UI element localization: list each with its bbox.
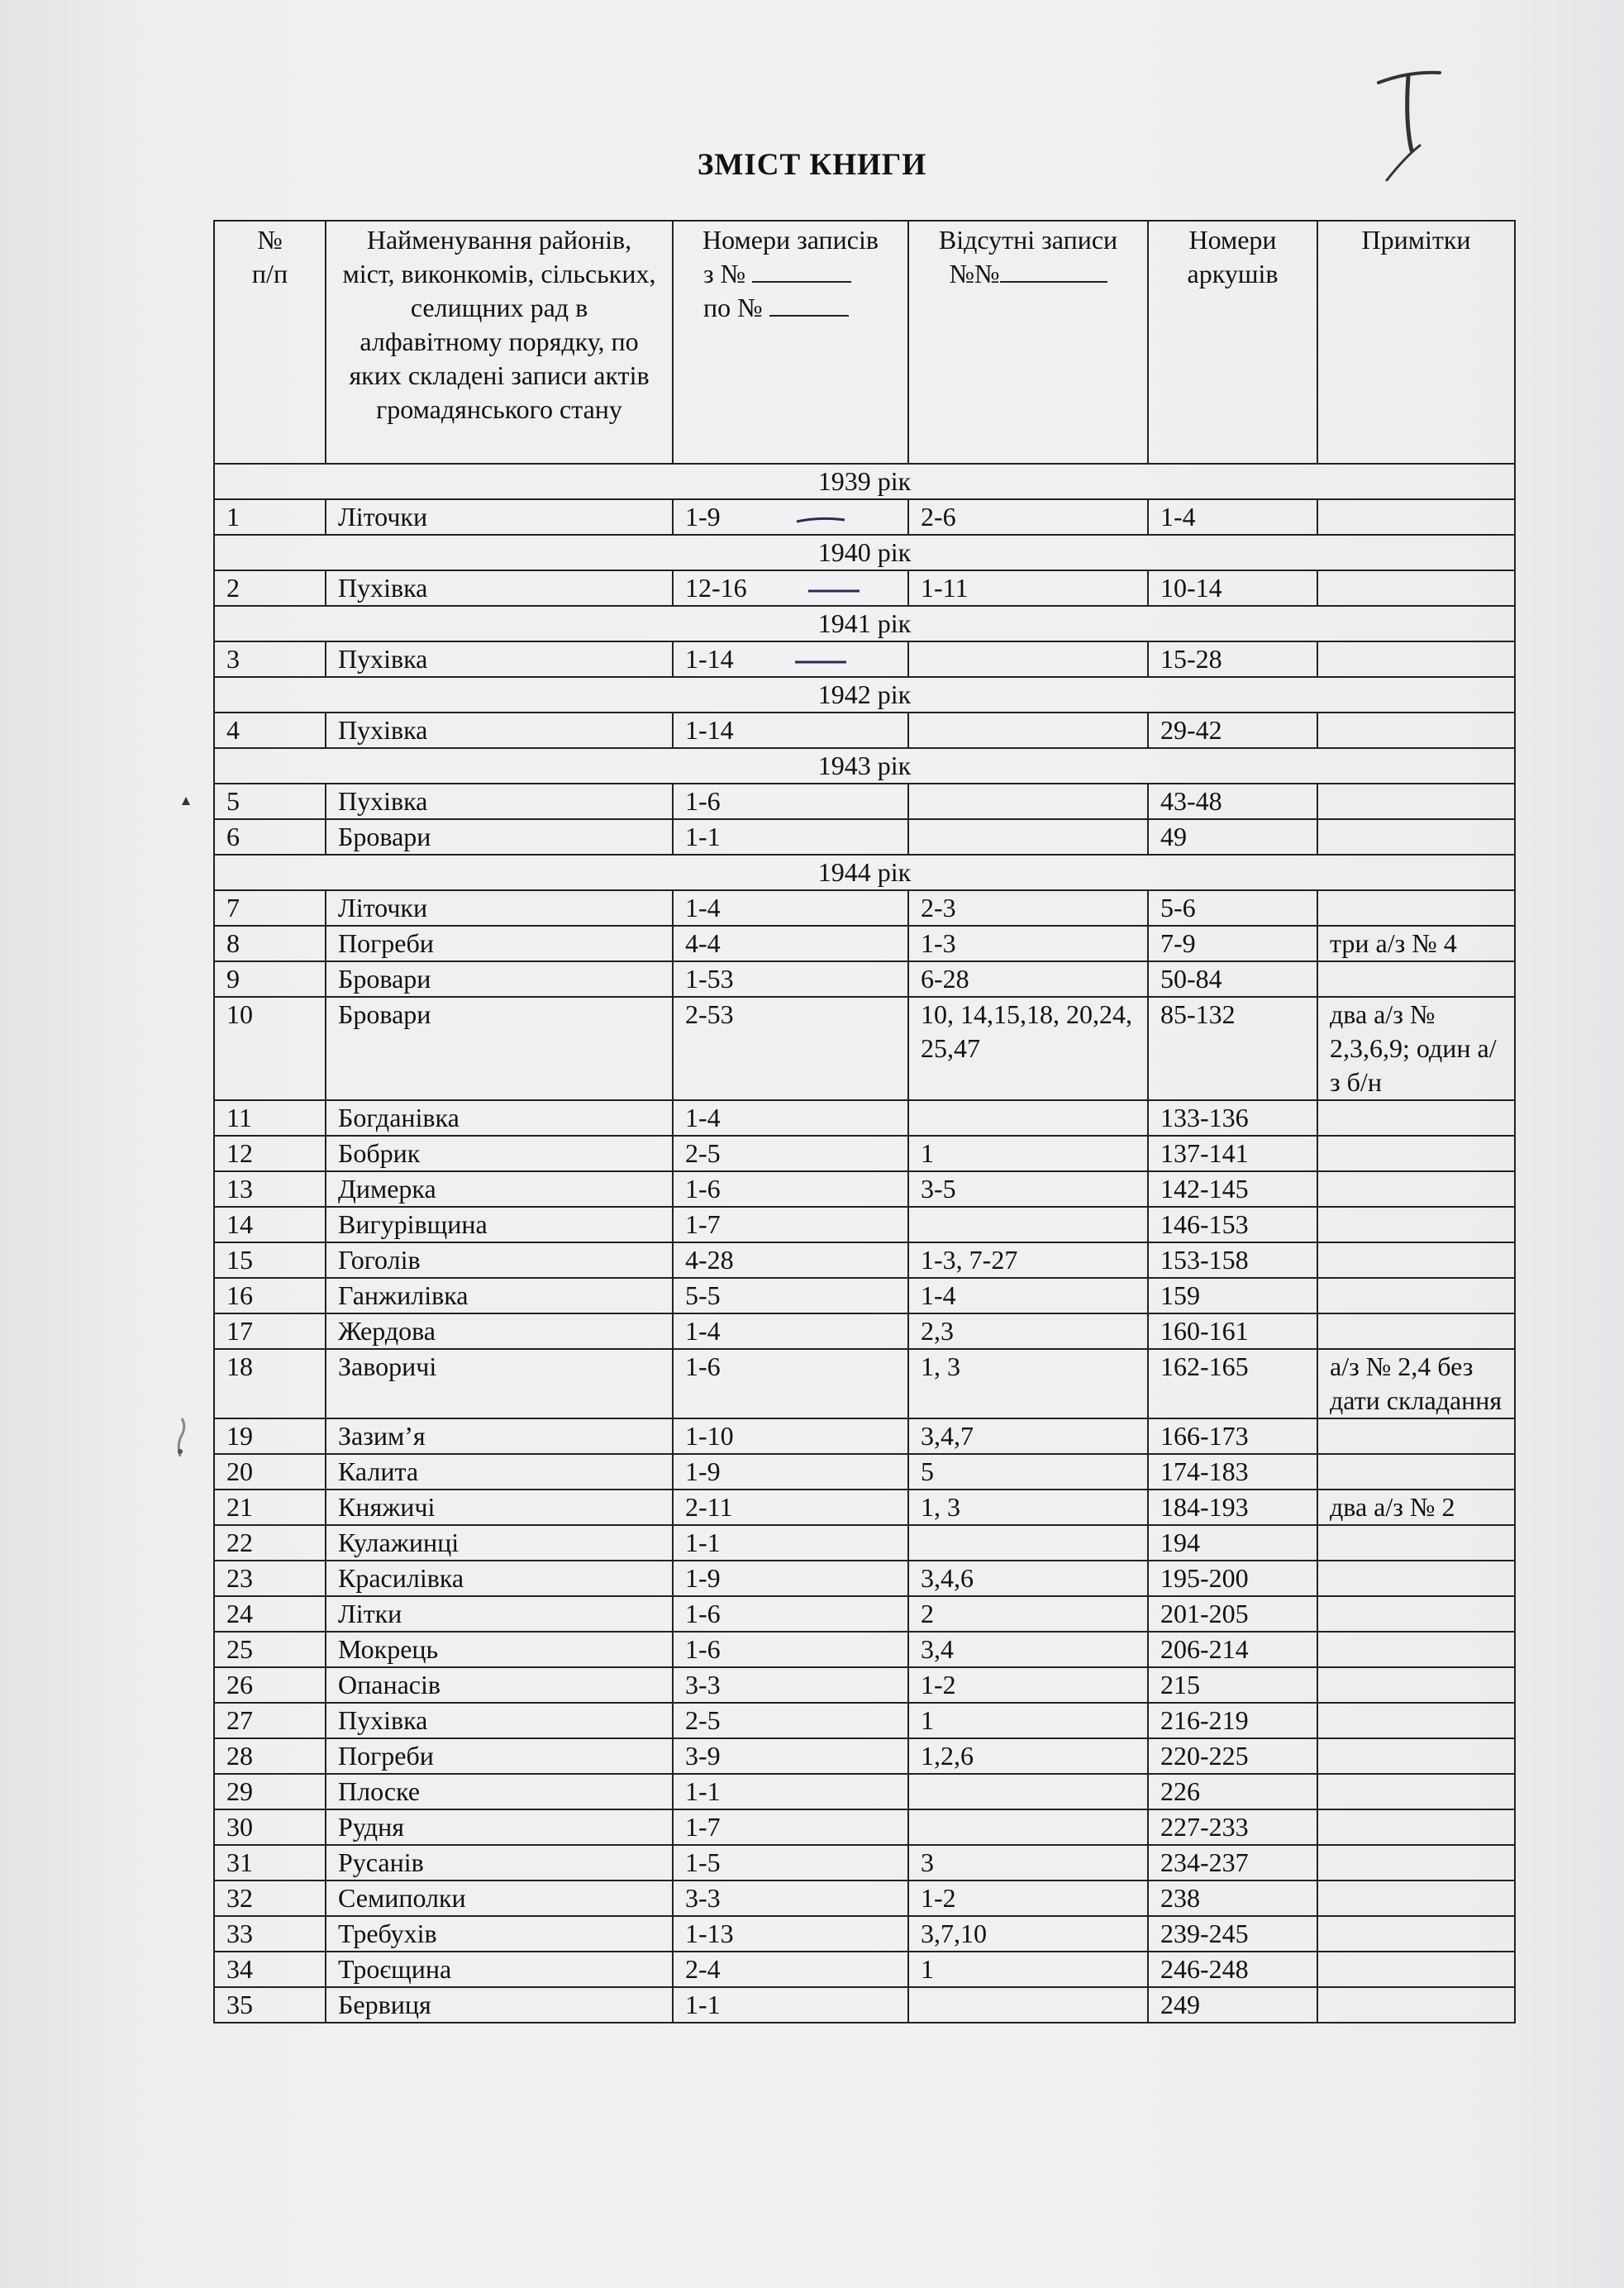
row-records: 12-16 xyxy=(673,570,908,606)
row-note xyxy=(1317,570,1515,606)
row-number: 18 xyxy=(214,1349,326,1418)
pen-stroke-mark xyxy=(795,516,853,524)
table-row xyxy=(214,1809,1515,1845)
row-sheets: 226 xyxy=(1148,1774,1317,1809)
row-sheets: 5-6 xyxy=(1148,890,1317,926)
table-row xyxy=(214,1490,1515,1525)
row-missing: 2-3 xyxy=(908,890,1148,926)
row-name: Літки xyxy=(326,1596,673,1632)
row-name: Княжичі xyxy=(326,1490,673,1525)
row-note xyxy=(1317,713,1515,748)
row-sheets: 215 xyxy=(1148,1667,1317,1703)
table-row xyxy=(214,1278,1515,1313)
row-note xyxy=(1317,1207,1515,1242)
row-name: Семиполки xyxy=(326,1880,673,1916)
table-row xyxy=(214,1667,1515,1703)
row-records: 2-4 xyxy=(673,1952,908,1987)
row-note xyxy=(1317,1703,1515,1738)
row-name: Пухівка xyxy=(326,641,673,677)
row-missing: 3,7,10 xyxy=(908,1916,1148,1952)
row-number: 26 xyxy=(214,1667,326,1703)
row-note xyxy=(1317,641,1515,677)
table-row xyxy=(214,1987,1515,2023)
row-note xyxy=(1317,1916,1515,1952)
row-records: 1-9 xyxy=(673,499,908,535)
year-row xyxy=(214,535,1515,570)
page-title: ЗМІСТ КНИГИ xyxy=(697,148,927,182)
row-name: Русанів xyxy=(326,1845,673,1880)
row-note xyxy=(1317,1278,1515,1313)
row-number: 25 xyxy=(214,1632,326,1667)
year-label: 1942 рік xyxy=(214,677,1515,713)
row-records: 1-14 xyxy=(673,641,908,677)
row-number: 34 xyxy=(214,1952,326,1987)
row-missing xyxy=(908,784,1148,819)
row-note xyxy=(1317,890,1515,926)
row-name: Богданівка xyxy=(326,1100,673,1136)
row-missing xyxy=(908,1525,1148,1561)
table-row xyxy=(214,1703,1515,1738)
header-missing: Відсутні записи №№ xyxy=(908,221,1148,464)
row-missing xyxy=(908,819,1148,855)
year-label: 1944 рік xyxy=(214,855,1515,890)
row-note: два а/з № 2,3,6,9; один а/з б/н xyxy=(1317,997,1515,1100)
row-sheets: 162-165 xyxy=(1148,1349,1317,1418)
row-sheets: 29-42 xyxy=(1148,713,1317,748)
row-missing: 1 xyxy=(908,1136,1148,1171)
table-row xyxy=(214,1525,1515,1561)
row-records: 1-4 xyxy=(673,1100,908,1136)
table-body xyxy=(214,464,1515,2023)
row-sheets: 234-237 xyxy=(1148,1845,1317,1880)
row-number: 30 xyxy=(214,1809,326,1845)
row-note xyxy=(1317,1454,1515,1490)
row-name: Бобрик xyxy=(326,1136,673,1171)
row-note: два а/з № 2 xyxy=(1317,1490,1515,1525)
row-number: 35 xyxy=(214,1987,326,2023)
row-records: 3-9 xyxy=(673,1738,908,1774)
table-row xyxy=(214,1313,1515,1349)
table-row xyxy=(214,819,1515,855)
row-name: Вигурівщина xyxy=(326,1207,673,1242)
table-row xyxy=(214,961,1515,997)
row-number: 24 xyxy=(214,1596,326,1632)
row-note xyxy=(1317,1242,1515,1278)
row-sheets: 142-145 xyxy=(1148,1171,1317,1207)
row-missing: 1 xyxy=(908,1952,1148,1987)
row-sheets: 160-161 xyxy=(1148,1313,1317,1349)
row-records: 1-10 xyxy=(673,1418,908,1454)
row-missing: 1-4 xyxy=(908,1278,1148,1313)
row-missing: 2 xyxy=(908,1596,1148,1632)
table-row xyxy=(214,1207,1515,1242)
row-name: Погреби xyxy=(326,926,673,961)
row-records: 3-3 xyxy=(673,1880,908,1916)
row-missing xyxy=(908,1809,1148,1845)
row-name: Требухів xyxy=(326,1916,673,1952)
row-records: 1-13 xyxy=(673,1916,908,1952)
row-sheets: 227-233 xyxy=(1148,1809,1317,1845)
row-records: 1-6 xyxy=(673,1596,908,1632)
row-missing xyxy=(908,1774,1148,1809)
row-note xyxy=(1317,1171,1515,1207)
row-note xyxy=(1317,1136,1515,1171)
row-records: 1-6 xyxy=(673,1632,908,1667)
row-missing xyxy=(908,641,1148,677)
row-number: 31 xyxy=(214,1845,326,1880)
row-records: 1-53 xyxy=(673,961,908,997)
row-name: Заворичі xyxy=(326,1349,673,1418)
table-row xyxy=(214,1952,1515,1987)
row-name: Погреби xyxy=(326,1738,673,1774)
row-name: Бровари xyxy=(326,961,673,997)
table-row xyxy=(214,890,1515,926)
row-name: Пухівка xyxy=(326,570,673,606)
row-name: Калита xyxy=(326,1454,673,1490)
header-name: Найменування районів, міст, виконкомів, сільських, селищних рад в алфавітному порядку, по яких складені записи актів громадянського стану xyxy=(326,221,673,464)
row-records: 2-53 xyxy=(673,997,908,1100)
table-row xyxy=(214,1242,1515,1278)
row-note: три а/з № 4 xyxy=(1317,926,1515,961)
row-note xyxy=(1317,1100,1515,1136)
row-number: 28 xyxy=(214,1738,326,1774)
row-note xyxy=(1317,1880,1515,1916)
row-name: Ганжилівка xyxy=(326,1278,673,1313)
row-name: Жердова xyxy=(326,1313,673,1349)
row-note xyxy=(1317,961,1515,997)
row-missing: 3 xyxy=(908,1845,1148,1880)
table-row xyxy=(214,1349,1515,1418)
row-name: Троєщина xyxy=(326,1952,673,1987)
row-number: 8 xyxy=(214,926,326,961)
row-name: Мокрець xyxy=(326,1632,673,1667)
row-number: 16 xyxy=(214,1278,326,1313)
table-row xyxy=(214,926,1515,961)
row-missing: 1-3, 7-27 xyxy=(908,1242,1148,1278)
row-note xyxy=(1317,1418,1515,1454)
row-note xyxy=(1317,1596,1515,1632)
row-name: Плоске xyxy=(326,1774,673,1809)
table-row xyxy=(214,784,1515,819)
row-sheets: 238 xyxy=(1148,1880,1317,1916)
row-missing: 1, 3 xyxy=(908,1349,1148,1418)
row-number: 17 xyxy=(214,1313,326,1349)
row-sheets: 10-14 xyxy=(1148,570,1317,606)
row-missing xyxy=(908,1207,1148,1242)
row-number: 11 xyxy=(214,1100,326,1136)
row-sheets: 43-48 xyxy=(1148,784,1317,819)
table-row xyxy=(214,1738,1515,1774)
row-missing: 6-28 xyxy=(908,961,1148,997)
row-records: 1-9 xyxy=(673,1454,908,1490)
year-row xyxy=(214,677,1515,713)
row-note xyxy=(1317,1987,1515,2023)
row-missing: 3,4 xyxy=(908,1632,1148,1667)
row-missing: 10, 14,15,18, 20,24, 25,47 xyxy=(908,997,1148,1100)
row-sheets: 206-214 xyxy=(1148,1632,1317,1667)
row-records: 1-7 xyxy=(673,1207,908,1242)
row-name: Бровари xyxy=(326,997,673,1100)
table-row xyxy=(214,1561,1515,1596)
row-sheets: 239-245 xyxy=(1148,1916,1317,1952)
row-name: Пухівка xyxy=(326,784,673,819)
table-row xyxy=(214,641,1515,677)
row-note xyxy=(1317,1525,1515,1561)
row-number: 33 xyxy=(214,1916,326,1952)
row-number: 32 xyxy=(214,1880,326,1916)
row-number: 21 xyxy=(214,1490,326,1525)
row-sheets: 137-141 xyxy=(1148,1136,1317,1171)
row-records: 1-6 xyxy=(673,1349,908,1418)
margin-mark-dot xyxy=(180,795,192,807)
row-name: Кулажинці xyxy=(326,1525,673,1561)
row-name: Літочки xyxy=(326,499,673,535)
row-records: 1-5 xyxy=(673,1845,908,1880)
row-number: 7 xyxy=(214,890,326,926)
row-name: Рудня xyxy=(326,1809,673,1845)
row-sheets: 195-200 xyxy=(1148,1561,1317,1596)
table-row xyxy=(214,997,1515,1100)
row-number: 15 xyxy=(214,1242,326,1278)
row-note xyxy=(1317,1809,1515,1845)
row-records: 1-1 xyxy=(673,819,908,855)
table-row xyxy=(214,713,1515,748)
row-missing: 1-11 xyxy=(908,570,1148,606)
row-records: 2-5 xyxy=(673,1703,908,1738)
year-label: 1941 рік xyxy=(214,606,1515,641)
row-note xyxy=(1317,1738,1515,1774)
row-number: 27 xyxy=(214,1703,326,1738)
row-number: 4 xyxy=(214,713,326,748)
year-row xyxy=(214,748,1515,784)
row-missing: 1-2 xyxy=(908,1880,1148,1916)
table-row xyxy=(214,1454,1515,1490)
row-note xyxy=(1317,784,1515,819)
table-row xyxy=(214,1632,1515,1667)
row-records: 4-4 xyxy=(673,926,908,961)
pen-stroke-mark xyxy=(792,658,850,666)
row-sheets: 50-84 xyxy=(1148,961,1317,997)
row-sheets: 194 xyxy=(1148,1525,1317,1561)
row-sheets: 15-28 xyxy=(1148,641,1317,677)
row-records: 1-1 xyxy=(673,1987,908,2023)
row-note xyxy=(1317,1774,1515,1809)
row-records: 5-5 xyxy=(673,1278,908,1313)
row-number: 6 xyxy=(214,819,326,855)
table-row xyxy=(214,1171,1515,1207)
row-records: 1-4 xyxy=(673,1313,908,1349)
table-header-row xyxy=(214,221,1515,464)
row-number: 9 xyxy=(214,961,326,997)
row-note xyxy=(1317,1845,1515,1880)
row-missing: 5 xyxy=(908,1454,1148,1490)
row-sheets: 166-173 xyxy=(1148,1418,1317,1454)
table-row xyxy=(214,1845,1515,1880)
row-sheets: 249 xyxy=(1148,1987,1317,2023)
year-label: 1943 рік xyxy=(214,748,1515,784)
row-number: 2 xyxy=(214,570,326,606)
row-number: 1 xyxy=(214,499,326,535)
row-note xyxy=(1317,1561,1515,1596)
row-note xyxy=(1317,1952,1515,1987)
row-missing: 1, 3 xyxy=(908,1490,1148,1525)
row-number: 20 xyxy=(214,1454,326,1490)
row-missing: 1-2 xyxy=(908,1667,1148,1703)
row-number: 3 xyxy=(214,641,326,677)
row-note xyxy=(1317,1632,1515,1667)
year-row xyxy=(214,464,1515,499)
row-name: Бервиця xyxy=(326,1987,673,2023)
header-notes: Примітки xyxy=(1317,221,1515,464)
table-row xyxy=(214,1596,1515,1632)
row-number: 19 xyxy=(214,1418,326,1454)
row-name: Зазим’я xyxy=(326,1418,673,1454)
row-name: Літочки xyxy=(326,890,673,926)
row-records: 1-6 xyxy=(673,1171,908,1207)
row-missing: 1 xyxy=(908,1703,1148,1738)
table-row xyxy=(214,1774,1515,1809)
year-row xyxy=(214,855,1515,890)
row-name: Димерка xyxy=(326,1171,673,1207)
row-number: 29 xyxy=(214,1774,326,1809)
row-number: 12 xyxy=(214,1136,326,1171)
row-records: 3-3 xyxy=(673,1667,908,1703)
contents-table xyxy=(213,220,1516,2023)
row-sheets: 174-183 xyxy=(1148,1454,1317,1490)
table-row xyxy=(214,1100,1515,1136)
row-sheets: 1-4 xyxy=(1148,499,1317,535)
header-sheets: Номери аркушів xyxy=(1148,221,1317,464)
table-row xyxy=(214,1418,1515,1454)
row-records: 2-5 xyxy=(673,1136,908,1171)
year-label: 1939 рік xyxy=(214,464,1515,499)
year-row xyxy=(214,606,1515,641)
header-num: № п/п xyxy=(214,221,326,464)
row-note xyxy=(1317,819,1515,855)
row-records: 1-4 xyxy=(673,890,908,926)
row-missing: 1,2,6 xyxy=(908,1738,1148,1774)
row-number: 22 xyxy=(214,1525,326,1561)
margin-mark-smudge xyxy=(170,1415,193,1461)
row-number: 23 xyxy=(214,1561,326,1596)
row-missing: 2-6 xyxy=(908,499,1148,535)
row-missing xyxy=(908,713,1148,748)
row-records: 1-1 xyxy=(673,1525,908,1561)
row-sheets: 201-205 xyxy=(1148,1596,1317,1632)
row-missing xyxy=(908,1100,1148,1136)
row-records: 1-9 xyxy=(673,1561,908,1596)
row-name: Бровари xyxy=(326,819,673,855)
table-row xyxy=(214,1880,1515,1916)
row-missing: 2,3 xyxy=(908,1313,1148,1349)
row-missing: 3,4,6 xyxy=(908,1561,1148,1596)
row-number: 10 xyxy=(214,997,326,1100)
row-records: 1-7 xyxy=(673,1809,908,1845)
row-missing: 3,4,7 xyxy=(908,1418,1148,1454)
row-records: 2-11 xyxy=(673,1490,908,1525)
row-number: 5 xyxy=(214,784,326,819)
row-sheets: 246-248 xyxy=(1148,1952,1317,1987)
row-name: Опанасів xyxy=(326,1667,673,1703)
row-name: Красилівка xyxy=(326,1561,673,1596)
row-number: 14 xyxy=(214,1207,326,1242)
row-sheets: 85-132 xyxy=(1148,997,1317,1100)
row-note: а/з № 2,4 без дати складання xyxy=(1317,1349,1515,1418)
row-sheets: 216-219 xyxy=(1148,1703,1317,1738)
row-sheets: 7-9 xyxy=(1148,926,1317,961)
row-missing xyxy=(908,1987,1148,2023)
row-sheets: 146-153 xyxy=(1148,1207,1317,1242)
row-name: Гоголів xyxy=(326,1242,673,1278)
row-note xyxy=(1317,499,1515,535)
table-row xyxy=(214,570,1515,606)
row-missing: 3-5 xyxy=(908,1171,1148,1207)
table-row xyxy=(214,1916,1515,1952)
row-records: 1-6 xyxy=(673,784,908,819)
year-label: 1940 рік xyxy=(214,535,1515,570)
row-sheets: 159 xyxy=(1148,1278,1317,1313)
row-sheets: 220-225 xyxy=(1148,1738,1317,1774)
table-row xyxy=(214,499,1515,535)
row-note xyxy=(1317,1313,1515,1349)
row-name: Пухівка xyxy=(326,1703,673,1738)
row-number: 13 xyxy=(214,1171,326,1207)
row-records: 1-1 xyxy=(673,1774,908,1809)
header-records: Номери записів з № по № xyxy=(673,221,908,464)
row-sheets: 133-136 xyxy=(1148,1100,1317,1136)
row-name: Пухівка xyxy=(326,713,673,748)
row-sheets: 153-158 xyxy=(1148,1242,1317,1278)
pen-stroke-mark xyxy=(805,587,863,595)
table-row xyxy=(214,1136,1515,1171)
row-sheets: 184-193 xyxy=(1148,1490,1317,1525)
row-note xyxy=(1317,1667,1515,1703)
row-records: 1-14 xyxy=(673,713,908,748)
row-records: 4-28 xyxy=(673,1242,908,1278)
row-sheets: 49 xyxy=(1148,819,1317,855)
row-missing: 1-3 xyxy=(908,926,1148,961)
